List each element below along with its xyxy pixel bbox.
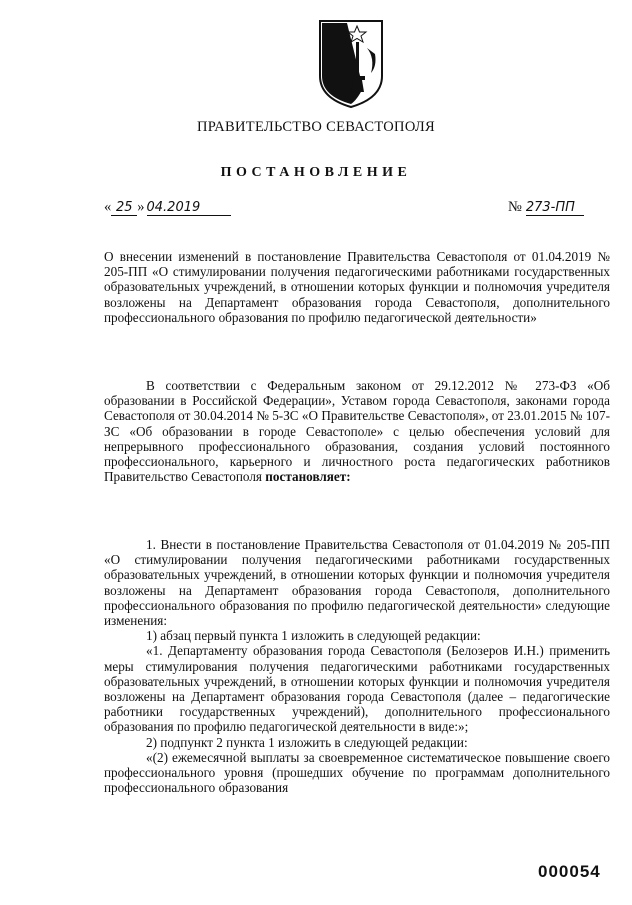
document-date <box>104 199 231 216</box>
preamble-decision-word: постановляет: <box>265 469 351 485</box>
list-item: 1. Внести в постановление Правительства Севастополя от 01.04.2019 № 205-ПП «О стимулировании получения педагогическими работниками государственных образовательных учреждений, в отношении которых функции и полномочия учредителя возложены на Департамент образования города Севастополя, дополнительного профессионального образования по профилю педагогической деятельности» следующие изменения: <box>104 537 610 629</box>
date-month-year: 04.2019 <box>147 200 231 216</box>
sevastopol-coat-of-arms-icon <box>317 18 385 110</box>
number-value: 273-ПП <box>526 200 584 216</box>
list-item: «(2) ежемесячной выплаты за своевременное систематическое повышение своего профессионального уровня (прошедших обучение по программам дополнительного профессионального образования <box>104 749 610 796</box>
number-prefix: № <box>508 199 522 215</box>
list-item: 2) подпункт 2 пункта 1 изложить в следующей редакции: <box>146 734 468 750</box>
document-subject: О внесении изменений в постановление Правительства Севастополя от 01.04.2019 № 205-ПП «О стимулировании получения педагогическими работниками государственных образовательных учреждений, в отношении которых функции и полномочия учредителя возложены на Департамент образования города Севастополя, дополнительного профессионального образования по профилю педагогической деятельности» <box>104 249 610 325</box>
page-serial-number: 000054 <box>538 862 601 881</box>
preamble-paragraph <box>104 378 610 484</box>
date-close-quote: » <box>137 199 145 215</box>
document-type-title: ПОСТАНОВЛЕНИЕ <box>220 165 412 180</box>
government-title: ПРАВИТЕЛЬСТВО СЕВАСТОПОЛЯ <box>197 119 435 135</box>
list-item: 1) абзац первый пункта 1 изложить в следующей редакции: <box>146 628 481 644</box>
items-list <box>104 537 610 795</box>
date-day: 25 <box>111 200 137 216</box>
document-number <box>508 199 584 216</box>
date-open-quote: « <box>104 199 112 215</box>
preamble-text: В соответствии с Федеральным законом от 29.12.2012 № 273-ФЗ «Об образовании в Российской Федерации», Уставом города Севастополя, законами города Севастополя от 30.04.2014 № 5-ЗС «О Правительстве Севастополя», от 23.01.2015 № 107-ЗС «Об образовании в городе Севастополе» с целью обеспечения условий для непрерывного профессионального образования, создания условий постоянного профессионального, карьерного и личностного роста педагогических работников Правительство Севастополя <box>104 378 610 485</box>
list-item: «1. Департаменту образования города Севастополя (Белозеров И.Н.) применить меры стимулирования получения педагогическими работниками государственных образовательных учреждений, в отношении которых функции и полномочия учредителя возложены на Департамент образования города Севастополя (далее – педагогические работники государственных учреждений), дополнительного профессионального образования по профилю педагогической деятельности в виде:»; <box>104 643 610 735</box>
